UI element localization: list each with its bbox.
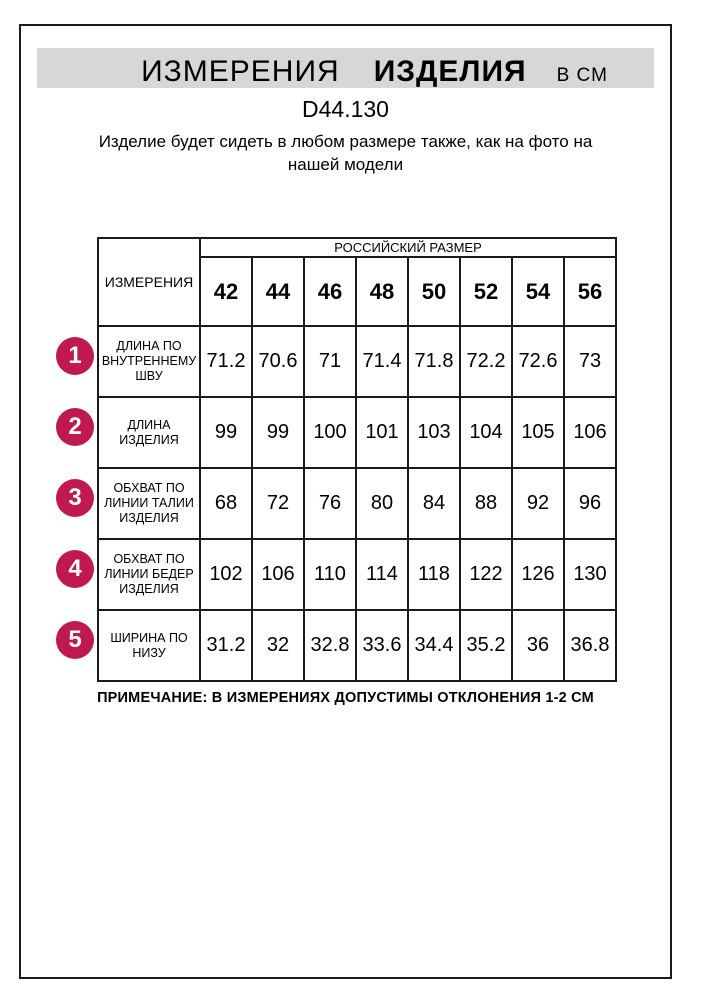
measurement-value: 110 xyxy=(304,539,356,610)
measurement-value: 88 xyxy=(460,468,512,539)
measurement-value: 130 xyxy=(564,539,616,610)
measurement-value: 70.6 xyxy=(252,326,304,397)
row-number-badge: 1 xyxy=(56,337,94,375)
measurement-value: 80 xyxy=(356,468,408,539)
measurement-label: ДЛИНА ПО ВНУТРЕННЕМУ ШВУ xyxy=(98,326,200,397)
measurement-value: 99 xyxy=(200,397,252,468)
measurement-value: 36.8 xyxy=(564,610,616,681)
measurement-value: 73 xyxy=(564,326,616,397)
size-group-row xyxy=(98,238,616,257)
measurement-value: 68 xyxy=(200,468,252,539)
measurement-label: ДЛИНА ИЗДЕЛИЯ xyxy=(98,397,200,468)
size-column-header: 44 xyxy=(252,257,304,326)
measurement-value: 92 xyxy=(512,468,564,539)
measurement-value: 35.2 xyxy=(460,610,512,681)
measurement-value: 103 xyxy=(408,397,460,468)
measurement-value: 106 xyxy=(252,539,304,610)
measurement-value: 72.6 xyxy=(512,326,564,397)
measurements-column-header: ИЗМЕРЕНИЯ xyxy=(98,238,200,326)
measurement-value: 71 xyxy=(304,326,356,397)
measurement-value: 122 xyxy=(460,539,512,610)
title-bar xyxy=(37,48,654,88)
page-title-unit: В СМ xyxy=(556,65,608,86)
measurement-value: 33.6 xyxy=(356,610,408,681)
measurement-value: 36 xyxy=(512,610,564,681)
page-title-measurements: ИЗМЕРЕНИЯ xyxy=(141,55,340,88)
size-column-header: 46 xyxy=(304,257,356,326)
measurement-value: 72 xyxy=(252,468,304,539)
row-number-badge: 5 xyxy=(56,621,94,659)
size-column-header: 50 xyxy=(408,257,460,326)
measurement-label: ОБХВАТ ПО ЛИНИИ БЕДЕР ИЗДЕЛИЯ xyxy=(98,539,200,610)
fit-description xyxy=(21,130,670,176)
fit-description-line1: Изделие будет сидеть в любом размере также, как на фото на xyxy=(98,132,593,151)
measurement-value: 71.8 xyxy=(408,326,460,397)
measurement-label: ОБХВАТ ПО ЛИНИИ ТАЛИИ ИЗДЕЛИЯ xyxy=(98,468,200,539)
table-row xyxy=(98,610,616,681)
row-number-badge: 3 xyxy=(56,479,94,517)
measurement-value: 118 xyxy=(408,539,460,610)
measurement-label: ШИРИНА ПО НИЗУ xyxy=(98,610,200,681)
measurement-value: 32 xyxy=(252,610,304,681)
size-column-header: 42 xyxy=(200,257,252,326)
size-column-header: 54 xyxy=(512,257,564,326)
fit-description-line2: нашей модели xyxy=(287,155,404,174)
measurement-value: 114 xyxy=(356,539,408,610)
size-chart-table xyxy=(97,237,617,682)
measurement-value: 31.2 xyxy=(200,610,252,681)
size-column-header: 56 xyxy=(564,257,616,326)
measurement-value: 102 xyxy=(200,539,252,610)
table-row xyxy=(98,326,616,397)
measurement-value: 84 xyxy=(408,468,460,539)
measurement-value: 32.8 xyxy=(304,610,356,681)
size-column-header: 48 xyxy=(356,257,408,326)
measurement-value: 126 xyxy=(512,539,564,610)
table-row xyxy=(98,468,616,539)
measurement-value: 34.4 xyxy=(408,610,460,681)
measurement-value: 104 xyxy=(460,397,512,468)
row-number-badge: 4 xyxy=(56,550,94,588)
russian-size-header: РОССИЙСКИЙ РАЗМЕР xyxy=(200,238,616,257)
measurement-value: 105 xyxy=(512,397,564,468)
size-column-header: 52 xyxy=(460,257,512,326)
measurement-value: 76 xyxy=(304,468,356,539)
page-title-product: ИЗДЕЛИЯ xyxy=(373,55,527,88)
measurement-value: 106 xyxy=(564,397,616,468)
measurement-value: 71.4 xyxy=(356,326,408,397)
product-code: D44.130 xyxy=(302,96,389,122)
table-row xyxy=(98,397,616,468)
measurement-value: 72.2 xyxy=(460,326,512,397)
measurement-value: 71.2 xyxy=(200,326,252,397)
measurement-value: 96 xyxy=(564,468,616,539)
measurement-value: 101 xyxy=(356,397,408,468)
row-number-badge: 2 xyxy=(56,408,94,446)
measurement-value: 99 xyxy=(252,397,304,468)
tolerance-note: ПРИМЕЧАНИЕ: В ИЗМЕРЕНИЯХ ДОПУСТИМЫ ОТКЛОНЕНИЯ 1-2 СМ xyxy=(97,690,594,706)
page-border xyxy=(19,24,672,979)
measurement-value: 100 xyxy=(304,397,356,468)
table-row xyxy=(98,539,616,610)
